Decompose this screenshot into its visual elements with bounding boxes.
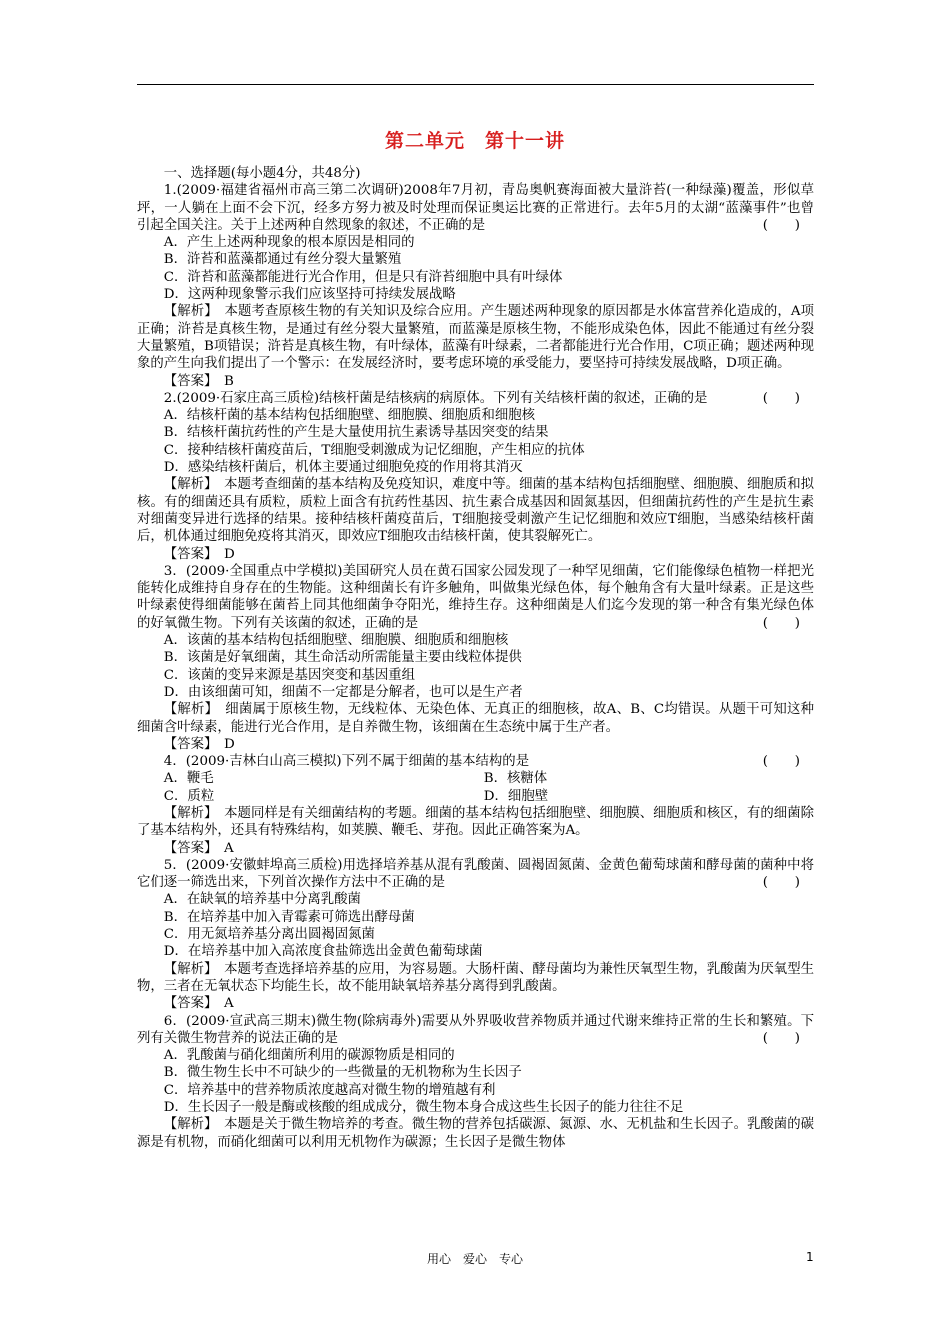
answer-4: 【答案】 A xyxy=(163,840,234,856)
option-a: A．该菌的基本结构包括细胞壁、细胞膜、细胞质和细胞核 xyxy=(163,633,509,649)
analysis-4: 【解析】 本题同样是有关细菌结构的考题。细菌的基本结构包括细胞壁、细胞膜、细胞质和核区，有的细菌除了基本结构外，还具有特殊结构，如荚膜、鞭毛、芽孢。因此正确答案为A。 xyxy=(137,805,814,839)
options-row-cd xyxy=(137,788,814,805)
question-5-stem: 5．(2009·安徽蚌埠高三质检)用选择培养基从混有乳酸菌、圆褐固氮菌、金黄色葡萄球菌和酵母菌的菌种中将它们逐一筛选出来，下列首次操作方法中不正确的是 ( ) xyxy=(137,857,814,891)
question-3-stem: 3．(2009·全国重点中学模拟)美国研究人员在黄石国家公园发现了一种罕见细菌，它们能像绿色植物一样把光能转化成维持自身存在的生物能。这种细菌长有许多触角，叫做集光绿色体，每个触角含有大量叶绿素。正是这些叶绿素使得细菌能够在菌苔上同其他细菌争夺阳光，维持生存。这种细菌是人们迄今发现的第一种含有集光绿色体的好氧微生物。下列有关该菌的叙述，正确的是 ( ) xyxy=(137,563,814,631)
option-a: A．乳酸菌与硝化细菌所利用的碳源物质是相同的 xyxy=(163,1048,455,1064)
analysis-1: 【解析】 本题考查原核生物的有关知识及综合应用。产生题述两种现象的原因都是水体富营养化造成的，A项正确；浒苔是真核生物，是通过有丝分裂大量繁殖，而蓝藻是原核生物，不能形成染色体，因此不能通过有丝分裂大量繁殖，B项错误；浒苔是真核生物，有叶绿体，蓝藻有叶绿素，二者都能进行光合作用，C项正确；题述两种现象的产生向我们提出了一个警示：在发展经济时，要考虑环境的承受能力，要坚持可持续发展战略，D项正确。 xyxy=(137,304,814,372)
answer-paren: ( ) xyxy=(762,390,800,406)
option-b: B．在培养基中加入青霉素可筛选出酵母菌 xyxy=(163,909,415,925)
analysis-3: 【解析】 细菌属于原核生物，无线粒体、无染色体、无真正的细胞核，故A、B、C均错误。从题干可知这种细菌含叶绿素，能进行光合作用，是自养微生物，该细菌在生态统中属于生产者。 xyxy=(137,702,814,735)
option-c: C．浒苔和蓝藻都能进行光合作用，但是只有浒苔细胞中具有叶绿体 xyxy=(163,269,563,285)
question-1-stem: 1.(2009·福建省福州市高三第二次调研)2008年7月初，青岛奥帆赛海面被大量浒苔(一种绿藻)覆盖，形似草坪，一人躺在上面不会下沉，经多方努力被及时处理而保证奥运比赛的正常进行。去年5月的太湖“蓝藻事件”也曾引起全国关注。关于上述两种自然现象的叙述，不正确的是 ( ) xyxy=(137,183,814,233)
page-footer: 用心 爱心 专心 xyxy=(426,1252,523,1266)
option-c: C．用无氮培养基分离出圆褐固氮菌 xyxy=(163,927,375,943)
option-c: C．该菌的变异来源是基因突变和基因重组 xyxy=(163,667,416,683)
question-2-stem: 2.(2009·石家庄高三质检)结核杆菌是结核病的病原体。下列有关结核杆菌的叙述，正确的是 ( ) xyxy=(163,390,800,406)
answer-1: 【答案】 B xyxy=(163,373,234,389)
option-c: C．接种结核杆菌疫苗后，T细胞受刺激成为记忆细胞，产生相应的抗体 xyxy=(163,442,585,458)
page-number: 1 xyxy=(806,1250,814,1264)
answer-paren: ( ) xyxy=(762,615,800,631)
answer-paren: ( ) xyxy=(762,754,800,770)
option-d: D．生长因子一般是酶或核酸的组成成分，微生物本身合成这些生长因子的能力往往不足 xyxy=(163,1100,684,1116)
option-d: D．在培养基中加入高浓度食盐筛选出金黄色葡萄球菌 xyxy=(163,944,483,960)
answer-3: 【答案】 D xyxy=(163,736,235,752)
answer-paren: ( ) xyxy=(762,875,800,891)
option-d: D．感染结核杆菌后，机体主要通过细胞免疫的作用将其消灭 xyxy=(163,460,523,476)
question-4-stem: 4．(2009·吉林白山高三模拟)下列不属于细菌的基本结构的是 ( ) xyxy=(163,754,800,770)
option-b: B．浒苔和蓝藻都通过有丝分裂大量繁殖 xyxy=(163,252,402,268)
question-6-stem: 6．(2009·宣武高三期末)微生物(除病毒外)需要从外界吸收营养物质并通过代谢来维持正常的生长和繁殖。下列有关微生物营养的说法正确的是 ( ) xyxy=(137,1013,814,1046)
option-a: A．在缺氧的培养基中分离乳酸菌 xyxy=(163,892,361,908)
option-b: B．结核杆菌抗药性的产生是大量使用抗生素诱导基因突变的结果 xyxy=(163,425,549,441)
option-d: D．由该细菌可知，细菌不一定都是分解者，也可以是生产者 xyxy=(163,684,523,700)
answer-2: 【答案】 D xyxy=(163,546,235,562)
options-row-ab xyxy=(137,770,814,787)
option-a: A．鞭毛 xyxy=(163,771,214,787)
analysis-6: 【解析】 本题是关于微生物培养的考查。微生物的营养包括碳源、氮源、水、无机盐和生长因子。乳酸菌的碳源是有机物，而硝化细菌可以利用无机物作为碳源；生长因子是微生物体 xyxy=(137,1117,814,1150)
header-rule xyxy=(137,84,814,85)
answer-paren: ( ) xyxy=(762,217,800,233)
document-body xyxy=(137,165,814,1151)
section-heading: 一、选择题(每小题4分，共48分) xyxy=(163,166,361,181)
option-b: B．该菌是好氧细菌，其生命活动所需能量主要由线粒体提供 xyxy=(163,650,522,666)
option-c: C．质粒 xyxy=(163,788,215,804)
option-d: D．这两种现象警示我们应该坚持可持续发展战略 xyxy=(163,287,456,303)
analysis-5: 【解析】 本题考查选择培养基的应用，为容易题。大肠杆菌、酵母菌均为兼性厌氧型生物，乳酸菌为厌氧型生物，三者在无氧状态下均能生长，故不能用缺氧培养基分离得到乳酸菌。 xyxy=(137,961,814,994)
answer-paren: ( ) xyxy=(762,1030,800,1046)
option-d: D．细胞壁 xyxy=(483,788,549,804)
option-b: B．核糖体 xyxy=(483,771,548,787)
option-b: B．微生物生长中不可缺少的一些微量的无机物称为生长因子 xyxy=(163,1065,522,1081)
answer-5: 【答案】 A xyxy=(163,996,234,1012)
page-title: 第二单元 第十一讲 xyxy=(384,130,565,152)
option-a: A．产生上述两种现象的根本原因是相同的 xyxy=(163,235,415,251)
option-a: A．结核杆菌的基本结构包括细胞壁、细胞膜、细胞质和细胞核 xyxy=(163,408,536,424)
analysis-2: 【解析】 本题考查细菌的基本结构及免疫知识，难度中等。细菌的基本结构包括细胞壁、细胞膜、细胞质和拟核。有的细菌还具有质粒，质粒上面含有抗药性基因、抗生素合成基因和固氮基因，但细菌抗药性的产生是抗生素对细菌变异进行选择的结果。接种结核杆菌疫苗后，T细胞接受刺激产生记忆细胞和效应T细胞，当感染结核杆菌后，机体通过细胞免疫将其消灭，即效应T细胞攻击结核杆菌，使其裂解死亡。 xyxy=(137,477,814,545)
option-c: C．培养基中的营养物质浓度越高对微生物的增殖越有利 xyxy=(163,1082,496,1098)
